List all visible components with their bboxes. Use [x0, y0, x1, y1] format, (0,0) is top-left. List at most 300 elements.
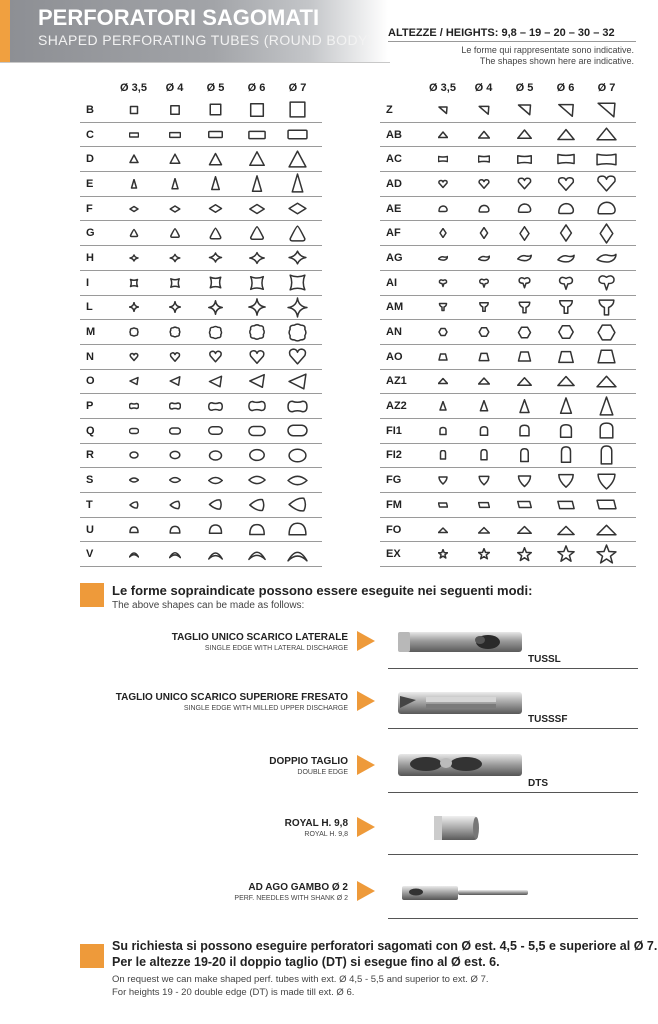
square-icon: [208, 102, 223, 117]
parallelogram-icon: [478, 499, 490, 511]
wave-icon: [478, 252, 490, 264]
footer-en-line2: For heights 19 - 20 double edge (DT) is made till ext. Ø 6.: [112, 987, 355, 998]
shape-cell: [586, 197, 627, 221]
shape-cell: [277, 345, 318, 369]
shape-cell: [463, 246, 504, 270]
arch-icon: [287, 544, 308, 565]
shield-icon: [438, 475, 448, 485]
square-icon: [169, 104, 181, 116]
shape-cell: [504, 419, 545, 443]
table-row: [80, 172, 322, 197]
table-row: [80, 320, 322, 345]
shape-cell: [154, 147, 195, 171]
shape-cell: [195, 246, 236, 270]
shape-code: AZ2: [386, 400, 407, 413]
left-triangle-icon: [208, 374, 223, 389]
shape-cell: [545, 542, 586, 566]
low-triangle-icon: [517, 374, 532, 389]
low-triangle-icon: [478, 375, 490, 387]
table-row: [380, 320, 636, 345]
diameter-header: Ø 4: [474, 82, 493, 94]
steep-triangle-icon: [517, 399, 532, 414]
rectangle-icon: [208, 127, 223, 142]
bowtie-rectangle-icon: [596, 149, 617, 170]
table-row: [380, 147, 636, 172]
table-row: [80, 221, 322, 246]
low-triangle-icon: [438, 376, 448, 386]
wide-triangle-icon: [438, 525, 448, 535]
shape-cell: [504, 345, 545, 369]
tall-arch-icon: [557, 446, 575, 464]
shape-cell: [545, 394, 586, 418]
table-row: [80, 419, 322, 444]
trapezoid-icon: [478, 351, 490, 363]
concave-square-icon: [287, 272, 308, 293]
shape-cell: [113, 369, 154, 393]
shape-cell: [195, 518, 236, 542]
shape-cell: [504, 147, 545, 171]
shape-cell: [586, 123, 627, 147]
shape-code: FI1: [386, 424, 402, 437]
shape-cell: [586, 542, 627, 566]
tulip-icon: [438, 302, 448, 312]
shape-cell: [154, 172, 195, 196]
shape-cell: [504, 221, 545, 245]
footer-it-line2: Per le altezze 19-20 il doppio taglio (DT) si esegue fino al Ø est. 6.: [112, 955, 500, 969]
concave-rhombus-icon: [169, 252, 181, 264]
shape-cell: [504, 468, 545, 492]
arrow-right-icon: [356, 754, 376, 776]
four-point-star-icon: [208, 300, 223, 315]
double-edge-tube-icon: [396, 748, 526, 788]
rectangle-icon: [287, 124, 308, 145]
shape-cell: [236, 295, 277, 319]
tall-arch-icon: [517, 448, 532, 463]
method-row: [150, 810, 640, 860]
shape-cell: [195, 197, 236, 221]
heart-icon: [248, 348, 266, 366]
shape-code: M: [86, 326, 96, 339]
shape-code: AC: [386, 153, 402, 166]
triangle-rounded-icon: [287, 223, 308, 244]
shape-cell: [236, 369, 277, 393]
rectangle-icon: [129, 130, 139, 140]
shape-cell: [586, 369, 627, 393]
table-row: [80, 542, 322, 567]
parallelogram-icon: [596, 494, 617, 515]
shape-cell: [586, 246, 627, 270]
steep-triangle-icon: [596, 396, 617, 417]
arch-rect-icon: [596, 420, 617, 441]
lens-icon: [208, 473, 223, 488]
parallelogram-icon: [557, 496, 575, 514]
wave-icon: [438, 253, 448, 263]
half-circle-icon: [287, 519, 308, 540]
shape-cell: [422, 147, 463, 171]
method-code: TUSSL: [528, 654, 561, 665]
tall-arch-icon: [596, 445, 617, 466]
table-row: [380, 98, 636, 123]
star-icon: [557, 545, 575, 563]
triangle-rounded-icon: [129, 228, 139, 238]
quatrefoil-icon: [208, 325, 223, 340]
shape-cell: [504, 542, 545, 566]
shape-cell: [422, 518, 463, 542]
rhombus-wide-icon: [169, 203, 181, 215]
concave-square-icon: [169, 277, 181, 289]
heart-wide-icon: [478, 178, 490, 190]
shape-cell: [236, 394, 277, 418]
shape-cell: [463, 394, 504, 418]
half-circle-icon: [169, 524, 181, 536]
stadium-icon: [248, 422, 266, 440]
peanut-icon: [287, 396, 308, 417]
wide-triangle-icon: [596, 519, 617, 540]
shape-cell: [154, 123, 195, 147]
tulip-icon: [596, 297, 617, 318]
shape-cell: [545, 468, 586, 492]
shape-cell: [113, 518, 154, 542]
rhombus-wide-icon: [248, 200, 266, 218]
arch-rect-icon: [438, 426, 448, 436]
blob-icon: [557, 200, 575, 218]
arch-rect-icon: [557, 422, 575, 440]
shape-cell: [422, 123, 463, 147]
triangle-rounded-icon: [208, 226, 223, 241]
method-code: TUSSSF: [528, 714, 568, 725]
shape-cell: [545, 246, 586, 270]
shape-cell: [195, 443, 236, 467]
ellipse-icon: [287, 445, 308, 466]
table-row: [380, 394, 636, 419]
ellipse-icon: [248, 446, 266, 464]
shape-cell: [504, 518, 545, 542]
quatrefoil-icon: [287, 322, 308, 343]
shape-cell: [113, 419, 154, 443]
ellipse-icon: [129, 450, 139, 460]
trapezoid-icon: [557, 348, 575, 366]
shape-cell: [586, 443, 627, 467]
clover-icon: [438, 278, 448, 288]
shape-cell: [422, 394, 463, 418]
shape-cell: [545, 295, 586, 319]
shape-cell: [277, 468, 318, 492]
blob-icon: [517, 201, 532, 216]
shape-cell: [586, 221, 627, 245]
shape-cell: [277, 320, 318, 344]
diameter-header: Ø 5: [206, 82, 225, 94]
square-icon: [129, 105, 139, 115]
heart-icon: [208, 349, 223, 364]
shape-cell: [236, 320, 277, 344]
shape-cell: [236, 468, 277, 492]
table-row: [380, 271, 636, 296]
ellipse-icon: [208, 448, 223, 463]
shape-cell: [586, 493, 627, 517]
right-angle-triangle-icon: [596, 99, 617, 120]
royal-tube-icon: [396, 810, 526, 850]
shape-cell: [195, 419, 236, 443]
table-row: [80, 345, 322, 370]
shape-cell: [586, 345, 627, 369]
clover-icon: [557, 274, 575, 292]
triangle-rounded-icon: [248, 224, 266, 242]
table-row: [80, 468, 322, 493]
table-row: [380, 197, 636, 222]
heights-values: 9,8 – 19 – 20 – 30 – 32: [501, 27, 615, 39]
method-label-it: AD AGO GAMBO Ø 2: [248, 882, 348, 893]
shape-cell: [195, 98, 236, 122]
shape-cell: [113, 147, 154, 171]
low-triangle-icon: [557, 372, 575, 390]
table-row: [80, 246, 322, 271]
table-row: [80, 444, 322, 469]
rectangle-icon: [169, 129, 181, 141]
shape-code: AE: [386, 202, 402, 215]
teardrop-icon: [129, 500, 139, 510]
shape-cell: [113, 394, 154, 418]
shape-cell: [277, 197, 318, 221]
shape-cell: [422, 369, 463, 393]
triangle-icon: [129, 154, 139, 164]
shape-cell: [545, 493, 586, 517]
blob-icon: [438, 204, 448, 214]
tulip-icon: [557, 298, 575, 316]
shape-cell: [113, 271, 154, 295]
method-row: [150, 748, 640, 798]
shape-code: E: [86, 177, 94, 190]
trapezoid-icon: [517, 349, 532, 364]
method-label-en: DOUBLE EDGE: [297, 769, 348, 776]
flat-triangle-icon: [438, 130, 448, 140]
shape-cell: [463, 419, 504, 443]
shape-cell: [277, 98, 318, 122]
table-row: [80, 197, 322, 222]
clover-icon: [517, 275, 532, 290]
steep-triangle-icon: [557, 397, 575, 415]
method-label-en: PERF. NEEDLES WITH SHANK Ø 2: [234, 895, 348, 902]
table-row: [380, 370, 636, 395]
shape-cell: [463, 493, 504, 517]
shape-cell: [545, 98, 586, 122]
diamond-icon: [438, 228, 448, 238]
shape-cell: [422, 542, 463, 566]
shape-cell: [277, 271, 318, 295]
parallelogram-icon: [438, 500, 448, 510]
shape-cell: [113, 542, 154, 566]
wave-icon: [517, 250, 532, 265]
shape-code: AF: [386, 227, 401, 240]
shape-cell: [463, 369, 504, 393]
table-row: [80, 394, 322, 419]
lens-icon: [287, 470, 308, 491]
low-triangle-icon: [596, 371, 617, 392]
shape-code: V: [86, 548, 94, 561]
flat-triangle-icon: [557, 126, 575, 144]
shape-cell: [545, 123, 586, 147]
concave-square-icon: [129, 278, 139, 288]
method-underline: [388, 918, 638, 919]
diameter-header-row: [80, 78, 322, 98]
shape-cell: [545, 369, 586, 393]
arrow-right-icon: [356, 690, 376, 712]
shape-code: P: [86, 400, 94, 413]
heart-wide-icon: [517, 176, 532, 191]
triangle-rounded-icon: [169, 227, 181, 239]
left-triangle-icon: [129, 376, 139, 386]
shape-code: Q: [86, 424, 95, 437]
shape-cell: [236, 147, 277, 171]
arrow-right-icon: [356, 880, 376, 902]
teardrop-icon: [248, 496, 266, 514]
shape-cell: [504, 295, 545, 319]
rhombus-wide-icon: [208, 201, 223, 216]
shape-code: T: [86, 498, 93, 511]
method-underline: [388, 792, 638, 793]
shape-cell: [504, 271, 545, 295]
shape-cell: [586, 147, 627, 171]
tall-triangle-icon: [287, 173, 308, 194]
shape-cell: [195, 320, 236, 344]
shape-cell: [236, 246, 277, 270]
wave-icon: [557, 249, 575, 267]
shape-cell: [463, 518, 504, 542]
shape-cell: [154, 98, 195, 122]
shape-cell: [154, 518, 195, 542]
shape-cell: [113, 172, 154, 196]
table-row: [380, 221, 636, 246]
shape-cell: [422, 172, 463, 196]
shape-cell: [277, 419, 318, 443]
shape-code: AB: [386, 128, 402, 141]
concave-rhombus-icon: [248, 249, 266, 267]
shape-code: FI2: [386, 449, 402, 462]
heights-label: ALTEZZE / HEIGHTS:: [388, 27, 499, 39]
shape-cell: [463, 98, 504, 122]
shape-code: B: [86, 103, 94, 116]
shape-cell: [463, 197, 504, 221]
shape-cell: [586, 419, 627, 443]
shape-code: FM: [386, 498, 402, 511]
diamond-icon: [517, 226, 532, 241]
diameter-header: Ø 4: [165, 82, 184, 94]
bowtie-rectangle-icon: [438, 154, 448, 164]
shape-cell: [195, 221, 236, 245]
methods-intro-en: The above shapes can be made as follows:: [112, 600, 305, 611]
star-icon: [438, 549, 448, 559]
shape-cell: [277, 147, 318, 171]
table-row: [80, 123, 322, 148]
tulip-icon: [478, 301, 490, 313]
shape-cell: [154, 271, 195, 295]
shapes-table-right: [380, 78, 636, 567]
left-triangle-icon: [169, 375, 181, 387]
shape-code: AO: [386, 350, 403, 363]
shape-cell: [586, 295, 627, 319]
concave-rhombus-icon: [287, 247, 308, 268]
shape-code: AI: [386, 276, 397, 289]
quatrefoil-icon: [169, 326, 181, 338]
header-accent: [0, 0, 10, 62]
trapezoid-icon: [438, 352, 448, 362]
stadium-icon: [208, 423, 223, 438]
shape-cell: [236, 542, 277, 566]
left-triangle-icon: [287, 371, 308, 392]
shape-cell: [504, 123, 545, 147]
shape-code: S: [86, 474, 94, 487]
shape-cell: [113, 98, 154, 122]
shape-cell: [545, 147, 586, 171]
shape-code: R: [86, 449, 94, 462]
four-point-star-icon: [287, 297, 308, 318]
right-angle-triangle-icon: [517, 102, 532, 117]
shape-cell: [277, 394, 318, 418]
indicative-note: [461, 45, 634, 67]
hexagon-icon: [517, 325, 532, 340]
shape-cell: [154, 542, 195, 566]
shape-cell: [154, 320, 195, 344]
rhombus-wide-icon: [129, 204, 139, 214]
shape-cell: [195, 493, 236, 517]
method-label-en: SINGLE EDGE WITH MILLED UPPER DISCHARGE: [183, 705, 348, 712]
star-icon: [596, 544, 617, 565]
table-row: [380, 493, 636, 518]
shape-cell: [154, 468, 195, 492]
four-point-star-icon: [169, 301, 181, 313]
shape-cell: [154, 394, 195, 418]
note-en: The shapes shown here are indicative.: [479, 56, 634, 66]
concave-rhombus-icon: [208, 250, 223, 265]
shape-cell: [154, 419, 195, 443]
shape-cell: [422, 468, 463, 492]
shape-cell: [154, 369, 195, 393]
lateral-discharge-tube-icon: [396, 624, 526, 664]
concave-square-icon: [208, 275, 223, 290]
diamond-icon: [596, 223, 617, 244]
square-icon: [287, 99, 308, 120]
shape-cell: [195, 295, 236, 319]
ellipse-icon: [169, 449, 181, 461]
header-rule: [0, 62, 390, 63]
rectangle-icon: [248, 126, 266, 144]
shape-cell: [463, 147, 504, 171]
teardrop-icon: [208, 497, 223, 512]
table-row: [80, 271, 322, 296]
diameter-header: Ø 5: [515, 82, 534, 94]
shape-cell: [277, 172, 318, 196]
shape-cell: [154, 443, 195, 467]
diameter-header: Ø 7: [288, 82, 307, 94]
half-circle-icon: [248, 521, 266, 539]
trapezoid-icon: [596, 346, 617, 367]
arrow-right-icon: [356, 816, 376, 838]
shape-cell: [545, 172, 586, 196]
shape-cell: [422, 295, 463, 319]
milled-upper-discharge-tube-icon: [396, 684, 526, 724]
page-title: PERFORATORI SAGOMATI: [38, 5, 320, 30]
shape-code: G: [86, 227, 95, 240]
arch-icon: [208, 547, 223, 562]
peanut-icon: [169, 400, 181, 412]
table-row: [80, 518, 322, 543]
table-row: [80, 147, 322, 172]
diameter-header-row: [380, 78, 636, 98]
shape-cell: [504, 246, 545, 270]
arch-rect-icon: [478, 425, 490, 437]
steep-triangle-icon: [478, 400, 490, 412]
orange-square-marker: [80, 944, 104, 968]
shape-cell: [422, 419, 463, 443]
